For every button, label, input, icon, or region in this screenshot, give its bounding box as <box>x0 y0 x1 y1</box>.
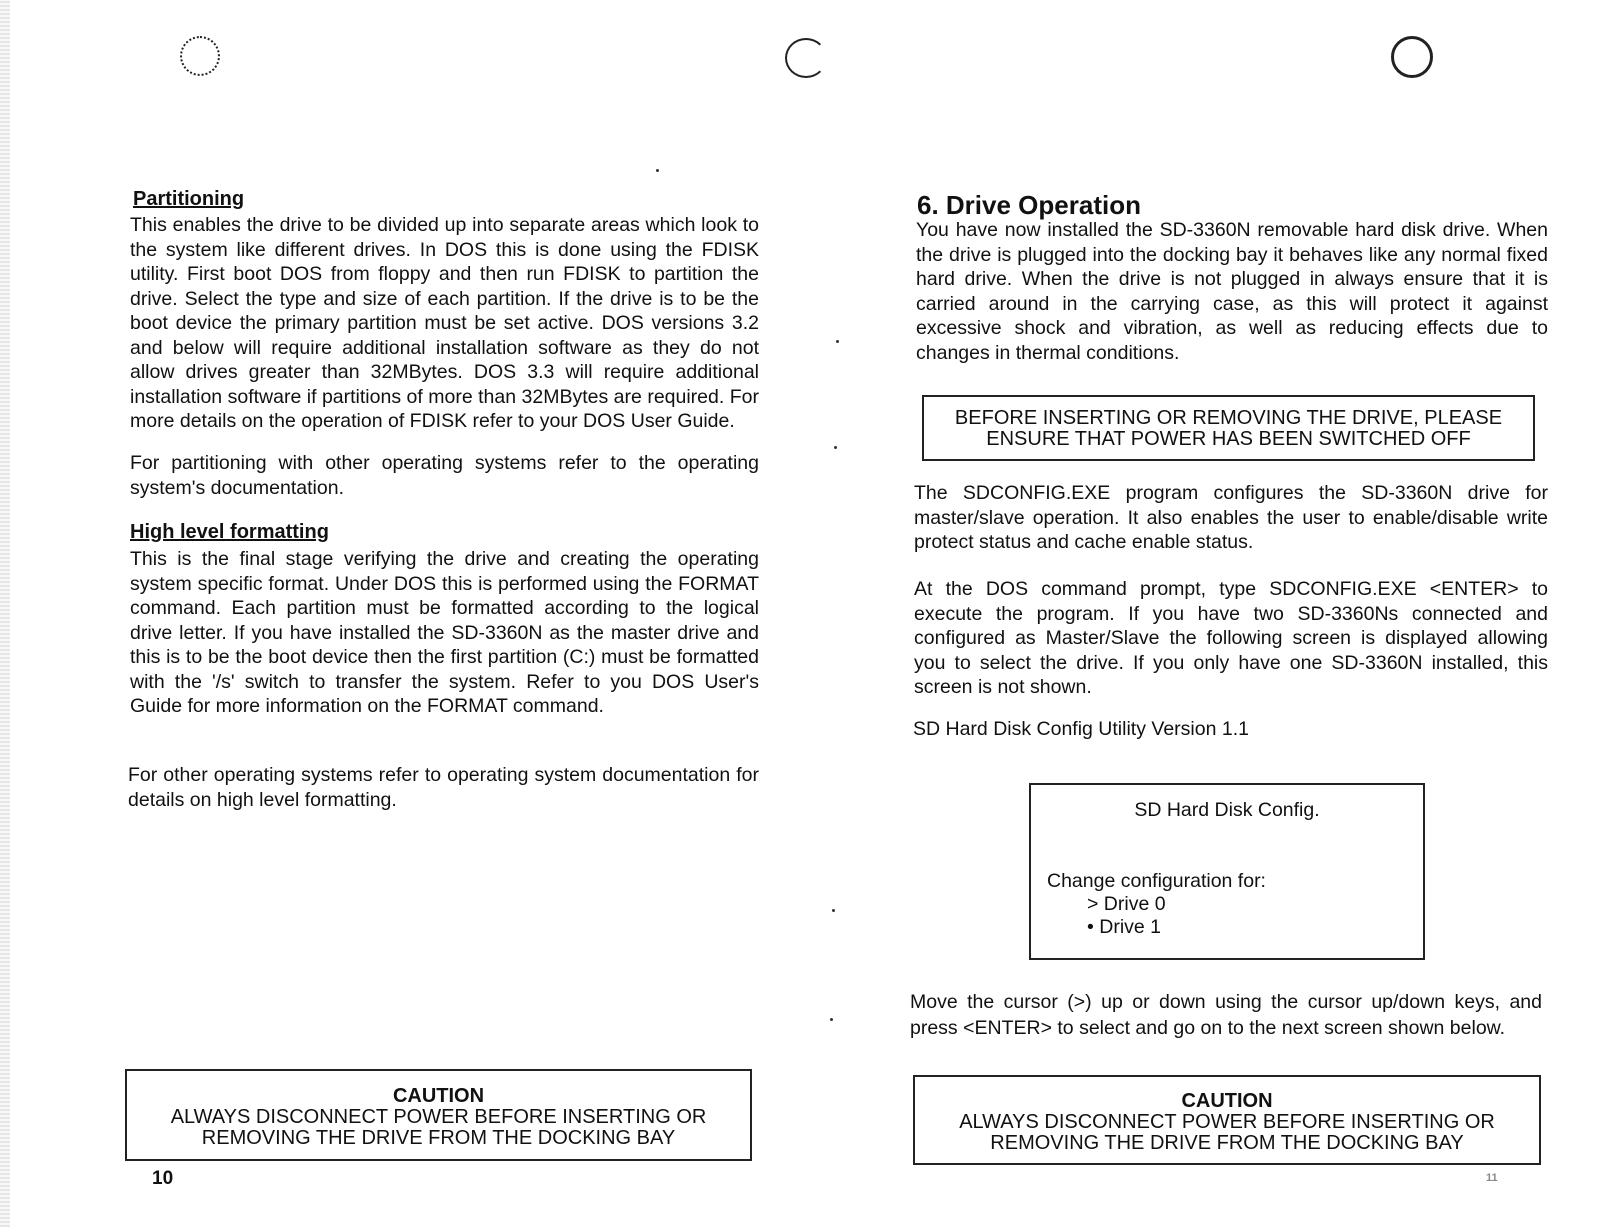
warning-line-2: ENSURE THAT POWER HAS BEEN SWITCHED OFF <box>986 428 1471 450</box>
drive-operation-intro: You have now installed the SD-3360N removable hard disk drive. When the drive is plugged into the docking bay it behaves like any normal fixed hard drive. When the drive is not plugged in always ensure that it is carried around in the carrying case, as this will protect it against excessive shock and vibration, as well as reducing effects due to changes in thermal conditions. <box>916 219 1548 364</box>
partitioning-body: This enables the drive to be divided up into separate areas which look to the system like different drives. In DOS this is done using the FDISK utility. First boot DOS from floppy and then run FDISK to partition the drive. Select the type and size of each partition. If the drive is to be the boot device the primary partition must be set active. DOS versions 3.2 and below will require additional installation software as they do not allow drives greater than 32MBytes. DOS 3.3 will require additional installation software if partitions of more than 32MBytes are required. For more details on the operation of FDISK refer to your DOS User Guide. <box>130 214 759 432</box>
partitioning-body-2: For partitioning with other operating systems refer to the operating system's documentation. <box>130 452 759 499</box>
caution-box-right <box>913 1075 1541 1165</box>
sdconfig-paragraph: The SDCONFIG.EXE program configures the SD-3360N drive for master/slave operation. It also enables the user to enable/disable write protect status and cache enable status. <box>914 482 1548 553</box>
formatting-heading: High level formatting <box>130 521 329 543</box>
caution-line-2: REMOVING THE DRIVE FROM THE DOCKING BAY <box>990 1132 1464 1154</box>
binder-hole-left <box>180 36 220 76</box>
drive-1-option: • Drive 1 <box>1087 916 1162 938</box>
screen-prompt: Change configuration for: <box>1047 870 1266 892</box>
power-warning-box <box>922 395 1535 461</box>
utility-version-line: SD Hard Disk Config Utility Version 1.1 <box>913 718 1249 740</box>
config-screen-box <box>1029 783 1425 960</box>
dos-prompt-paragraph: At the DOS command prompt, type SDCONFIG.EXE <ENTER> to execute the program. If you have two SD-3360Ns connected and configured as Master/Slave the following screen is displayed allowing you to select the drive. If you only have one SD-3360N installed, this screen is not shown. <box>914 578 1548 698</box>
page-number-left: 10 <box>152 1168 174 1189</box>
binder-hole-right <box>1391 36 1433 78</box>
page-speck <box>656 169 659 172</box>
formatting-body-2: For other operating systems refer to operating system documentation for details on high level formatting. <box>128 764 759 811</box>
caution-line-2: REMOVING THE DRIVE FROM THE DOCKING BAY <box>201 1127 676 1149</box>
formatting-body: This is the final stage verifying the drive and creating the operating system specific format. Under DOS this is performed using the FORMAT command. Each partition must be formatted according to the logical drive letter. If you have installed the SD-3360N as the master drive and this is to be the boot device then the first partition (C:) must be formatted with the '/s' switch to transfer the system. Refer to you DOS User's Guide for more information on the FORMAT command. <box>130 548 759 717</box>
cursor-paragraph: Move the cursor (>) up or down using the cursor up/down keys, and press <ENTER> to select and go on to the next screen shown below. <box>910 991 1542 1039</box>
screen-title: SD Hard Disk Config. <box>1134 799 1320 821</box>
drive-0-option: > Drive 0 <box>1087 893 1166 915</box>
caution-title: CAUTION <box>1181 1090 1273 1112</box>
right-page <box>800 0 1600 1227</box>
page-number-right: 11 <box>1486 1172 1498 1184</box>
partitioning-heading: Partitioning <box>133 188 245 210</box>
caution-title: CAUTION <box>392 1085 485 1107</box>
warning-line-1: BEFORE INSERTING OR REMOVING THE DRIVE, PLEASE <box>954 407 1503 429</box>
caution-line-1: ALWAYS DISCONNECT POWER BEFORE INSERTING OR <box>170 1106 707 1128</box>
caution-box-left <box>125 1069 752 1161</box>
chapter-title: 6. Drive Operation <box>917 190 1141 220</box>
caution-line-1: ALWAYS DISCONNECT POWER BEFORE INSERTING OR <box>959 1111 1495 1133</box>
